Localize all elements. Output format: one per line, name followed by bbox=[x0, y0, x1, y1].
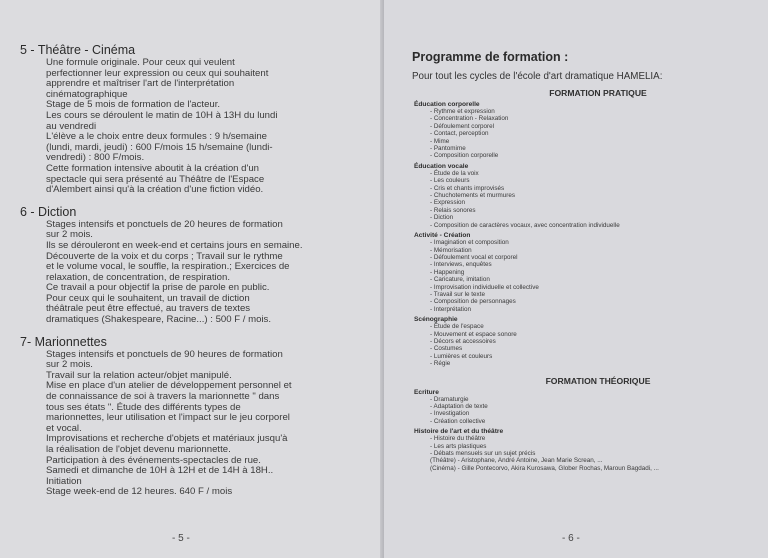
list-item: - Défoulement corporel bbox=[430, 122, 495, 130]
section-marionnettes bbox=[20, 335, 368, 498]
list-item: - Rythme et expression bbox=[430, 108, 495, 115]
text-line: Une formule originale. Pour ceux qui veulent bbox=[46, 57, 235, 68]
list-item: - Happening bbox=[430, 268, 465, 276]
category-title: Scénographie bbox=[414, 316, 458, 324]
list-item: - Lumières et couleurs bbox=[430, 352, 493, 360]
page-title: Programme de formation : bbox=[412, 50, 569, 64]
text-line: tous ses états ". Étude des différents types de bbox=[46, 401, 241, 413]
list-item: - Costumes bbox=[430, 345, 463, 353]
list-item: (Cinéma) - Gille Pontecorvo, Akira Kurosawa, Glober Rochas, Maroun Bagdadi, ... bbox=[430, 464, 659, 472]
list-item: - Création collective bbox=[430, 417, 486, 425]
text-line: Samedi et dimanche de 10H à 12H et de 14H à 18H.. bbox=[46, 465, 274, 477]
text-line: Travail sur la relation acteur/objet manipulé. bbox=[46, 369, 232, 381]
list-item: - Mouvement et espace sonore bbox=[430, 330, 517, 338]
category-items bbox=[398, 396, 748, 426]
text-line: spectacle qui sera présenté au Théâtre de l'Espace bbox=[46, 173, 265, 185]
page-number: - 6 - bbox=[562, 533, 580, 544]
text-line: de connaissance de soi à travers la marionnette " dans bbox=[46, 391, 280, 403]
text-line: Initiation bbox=[46, 475, 82, 487]
list-item: - Mémorisation bbox=[430, 246, 472, 254]
text-line: L'élève a le choix entre deux formules : 9 h/semaine bbox=[46, 131, 268, 143]
text-line: Découverte de la voix et du corps ; Travail sur le rythme bbox=[46, 250, 283, 262]
list-item: - Adaptation de texte bbox=[430, 403, 488, 410]
section-title: 6 - Diction bbox=[20, 204, 77, 219]
section-theatre-cinema bbox=[20, 43, 368, 196]
text-line: Mise en place d'un atelier de développement personnel et bbox=[46, 380, 292, 392]
text-line: perfectionner leur expression ou ceux qui souhaitent bbox=[46, 67, 269, 79]
list-item: - Les couleurs bbox=[430, 177, 470, 185]
category-items bbox=[398, 323, 748, 367]
text-line: la réalisation de l'objet devenu marionnette. bbox=[46, 444, 231, 455]
list-item: - Interprétation bbox=[430, 305, 471, 313]
program-list bbox=[398, 88, 748, 472]
section-title: 7- Marionnettes bbox=[20, 334, 107, 349]
text-line: Les cours se déroulent le matin de 10H à 13H du lundi bbox=[46, 109, 278, 121]
category-items bbox=[398, 108, 748, 160]
list-item: - Décors et accessoires bbox=[430, 337, 496, 345]
category-items bbox=[398, 435, 748, 472]
list-item: - Chuchotements et murmures bbox=[430, 192, 516, 200]
list-item: - Étude de la voix bbox=[430, 169, 479, 177]
section-title: 5 - Théâtre - Cinéma bbox=[20, 43, 136, 57]
list-item: - Improvisation individuelle et collective bbox=[430, 283, 539, 291]
page-number: - 5 - bbox=[172, 533, 190, 544]
list-item: - Débats mensuels sur un sujet précis bbox=[430, 450, 536, 458]
text-line: Ils se dérouleront en week-end et certains jours en semaine. bbox=[46, 239, 303, 251]
text-line: Stage de 5 mois de formation de l'acteur. bbox=[46, 99, 221, 111]
list-item: - Imagination et composition bbox=[430, 239, 509, 247]
right-page bbox=[384, 0, 768, 558]
text-line: marionnettes, leur utilisation et l'impact sur le jeu corporel bbox=[46, 412, 290, 424]
text-line: relaxation, de concentration, de respiration. bbox=[46, 271, 230, 283]
text-line: Stages intensifs et ponctuels de 90 heures de formation bbox=[46, 348, 283, 360]
list-item: - Composition corporelle bbox=[430, 152, 499, 160]
list-item: - Interviews, enquêtes bbox=[430, 261, 492, 269]
text-line: sur 2 mois. bbox=[46, 229, 93, 241]
text-line: sur 2 mois. bbox=[46, 359, 93, 371]
text-line: apprendre et maîtriser l'art de l'interprétation bbox=[46, 78, 235, 90]
category-items bbox=[398, 239, 748, 313]
list-item: - Caricature, imitation bbox=[430, 276, 490, 284]
text-line: Cette formation intensive aboutit à la création d'un bbox=[46, 162, 260, 174]
category-title: Activité - Création bbox=[414, 232, 471, 240]
list-item: - Les arts plastiques bbox=[430, 442, 487, 450]
list-item: - Étude de l'espace bbox=[430, 323, 484, 331]
list-item: - Pantomime bbox=[430, 145, 466, 153]
section-body bbox=[46, 350, 368, 498]
text-line: Pour ceux qui le souhaitent, un travail de diction bbox=[46, 292, 250, 304]
section-body bbox=[46, 220, 368, 326]
category-title: Éducation corporelle bbox=[414, 101, 480, 108]
list-item: - Défoulement vocal et corporel bbox=[430, 253, 518, 261]
text-line: Stage week-end de 12 heures. 640 F / mois bbox=[46, 486, 233, 498]
list-item: - Composition de caractères vocaux, avec concentration individuelle bbox=[430, 221, 620, 229]
text-line: (lundi, mardi, jeudi) : 600 F/mois 15 h/semaine (lundi- bbox=[46, 141, 273, 153]
formation-heading: FORMATION THÉORIQUE bbox=[545, 375, 651, 386]
text-line: au vendredi bbox=[46, 120, 97, 132]
text-line: Participation à des événements-spectacles de rue. bbox=[46, 454, 261, 466]
text-line: cinématographique bbox=[46, 88, 128, 100]
list-item: (Théâtre) - Aristophane, André Antoine, Jean Marie Screan, ... bbox=[430, 457, 603, 465]
text-line: théâtrale peut être effectué, au travers de textes bbox=[46, 303, 251, 315]
section-body bbox=[46, 58, 368, 196]
page-subtitle: Pour tout les cycles de l'école d'art dramatique HAMELIA: bbox=[412, 71, 663, 82]
formation-heading: FORMATION PRATIQUE bbox=[549, 88, 647, 98]
list-item: - Histoire du théâtre bbox=[430, 435, 486, 443]
category-title: Éducation vocale bbox=[414, 162, 469, 170]
list-item: - Investigation bbox=[430, 410, 470, 418]
list-item: - Travail sur le texte bbox=[430, 290, 485, 298]
section-diction bbox=[20, 205, 368, 326]
text-line: vendredi) : 800 F/mois. bbox=[46, 152, 145, 164]
list-item: - Diction bbox=[430, 214, 454, 222]
list-item: - Composition de personnages bbox=[430, 298, 516, 306]
category-title: Ecriture bbox=[414, 388, 439, 396]
list-item: - Dramaturgie bbox=[430, 395, 469, 403]
text-line: et vocal. bbox=[46, 422, 82, 434]
text-line: d'Alembert ainsi qu'à la création d'une fiction vidéo. bbox=[46, 184, 264, 196]
list-item: - Mime bbox=[430, 137, 450, 145]
list-item: - Contact, perception bbox=[430, 130, 489, 138]
list-item: - Expression bbox=[430, 199, 465, 207]
spacer bbox=[398, 368, 748, 372]
list-item: - Concentration - Relaxation bbox=[430, 115, 509, 123]
list-item: - Relais sonores bbox=[430, 206, 476, 214]
category-title: Histoire de l'art et du théâtre bbox=[414, 428, 504, 436]
text-line: dramatiques (Shakespeare, Racine...) : 500 F / mois. bbox=[46, 314, 272, 326]
list-item: - Régie bbox=[430, 360, 451, 368]
text-line: Ce travail a pour objectif la prise de parole en public. bbox=[46, 282, 270, 294]
list-item: - Cris et chants improvisés bbox=[430, 184, 505, 192]
text-line: et le volume vocal, le souffle, la respiration.; Exercices de bbox=[46, 261, 290, 273]
category-items bbox=[398, 170, 748, 229]
text-line: Stages intensifs et ponctuels de 20 heures de formation bbox=[46, 218, 283, 230]
text-line: Improvisations et recherche d'objets et matériaux jusqu'à bbox=[46, 433, 288, 445]
